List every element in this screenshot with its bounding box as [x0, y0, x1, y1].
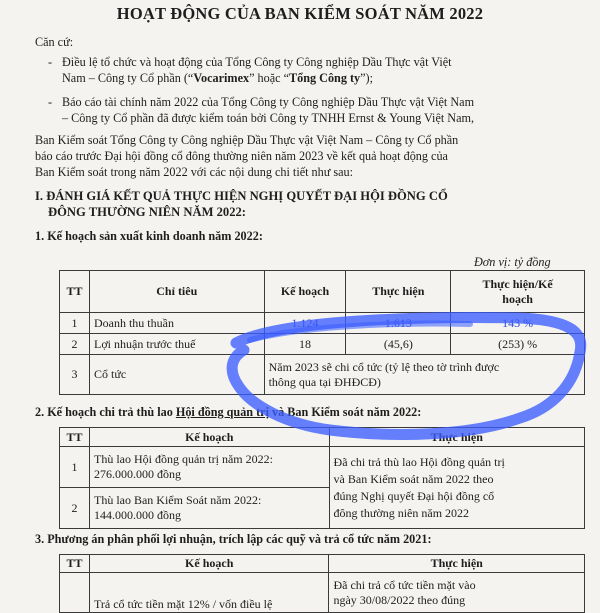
col-ke-hoach: Kế hoạch [264, 271, 346, 313]
table-row: Trả cổ tức tiền mặt 12% / vốn điều lệ Đã chi trả cổ tức tiền mặt vào ngày 30/08/2022 theo đúng [60, 573, 585, 613]
table-header-row [60, 271, 585, 313]
bullet1-line2: Nam – Công ty Cổ phần (“Vocarimex” hoặc “Tổng Công ty”); [62, 71, 373, 85]
intro-paragraph-line1: Ban Kiểm soát Tổng Công ty Công nghiệp Dầu Thực vật Việt Nam – Công ty Cổ phần [35, 133, 459, 147]
remuneration-table [59, 427, 585, 529]
business-plan-table [59, 270, 585, 395]
intro-paragraph-line3: Ban Kiểm soát trong năm 2022 với các nội dung chi tiết như sau: [35, 165, 354, 179]
table-row: 3 Cổ tức Năm 2023 sẽ chi cổ tức (tỷ lệ theo tờ trình được thông qua tại ĐHĐCĐ) [60, 355, 585, 395]
table-row: 1 Thù lao Hội đồng quản trị năm 2022: 276.000.000 đồng Đã chi trả thù lao Hội đồng quản trị và Ban Kiểm soát năm 2022 theo đúng Nghị quyết Đại hội đồng cổ đông thường niên năm 2022 [60, 447, 585, 488]
table-row: 1 Doanh thu thuần 1.124 1.613 143 % [60, 313, 585, 334]
table-row: 2 Lợi nhuận trước thuế 18 (45,6) (253) % [60, 334, 585, 355]
col-tt: TT [60, 271, 90, 313]
section-heading-line2: ĐÔNG THƯỜNG NIÊN NĂM 2022: [48, 205, 247, 219]
bullet1-line1: Điều lệ tổ chức và hoạt động của Tổng Công ty Công nghiệp Dầu Thực vật Việt [62, 55, 452, 69]
can-cu-label: Căn cứ: [35, 35, 74, 49]
table-header-row: TT Kế hoạch Thực hiện [60, 428, 585, 447]
col-chi-tieu: Chỉ tiêu [89, 271, 264, 313]
profit-distribution-table [59, 554, 585, 613]
subsection2-heading: 2. Kế hoạch chi trả thù lao Hội đồng quản trị và Ban Kiểm soát năm 2022: [35, 405, 422, 419]
intro-paragraph-line2: báo cáo trước Đại hội đồng cổ đông thường niên năm 2023 về kết quả hoạt động của [35, 149, 448, 163]
bullet2-line1: Báo cáo tài chính năm 2022 của Tổng Công ty Công nghiệp Dầu Thực vật Việt Nam [62, 95, 475, 109]
unit-label: Đơn vị: tỷ đồng [474, 255, 551, 269]
bullet-dash: - [48, 55, 53, 69]
dividend-note: Năm 2023 sẽ chi cổ tức (tỷ lệ theo tờ trình được thông qua tại ĐHĐCĐ) [264, 355, 584, 395]
bullet2-line2: – Công ty Cổ phần đã được kiểm toán bởi Công ty TNHH Ernst & Young Việt Nam, [62, 111, 475, 125]
section-heading-line1: I. ĐÁNH GIÁ KẾT QUẢ THỰC HIỆN NGHỊ QUYẾT ĐẠI HỘI ĐỒNG CỔ [35, 189, 448, 203]
bullet-dash: - [48, 95, 53, 109]
col-ratio: Thực hiện/Kế hoạch [451, 271, 585, 313]
subsection3-heading: 3. Phương án phân phối lợi nhuận, trích lập các quỹ và trả cổ tức năm 2021: [35, 532, 432, 546]
remuneration-result: Đã chi trả thù lao Hội đồng quản trị và Ban Kiểm soát năm 2022 theo đúng Nghị quyết Đại hội đồng cổ đông thường niên năm 2022 [329, 447, 584, 529]
table-header-row: TT Kế hoạch Thực hiện [60, 555, 585, 573]
page-title: HOẠT ĐỘNG CỦA BAN KIỂM SOÁT NĂM 2022 [116, 4, 484, 23]
table-row: 2 Thù lao Ban Kiểm Soát năm 2022: 144.000.000 đồng [60, 488, 585, 529]
subsection1-heading: 1. Kế hoạch sản xuất kinh doanh năm 2022: [35, 229, 263, 243]
col-thuc-hien: Thực hiện [346, 271, 451, 313]
